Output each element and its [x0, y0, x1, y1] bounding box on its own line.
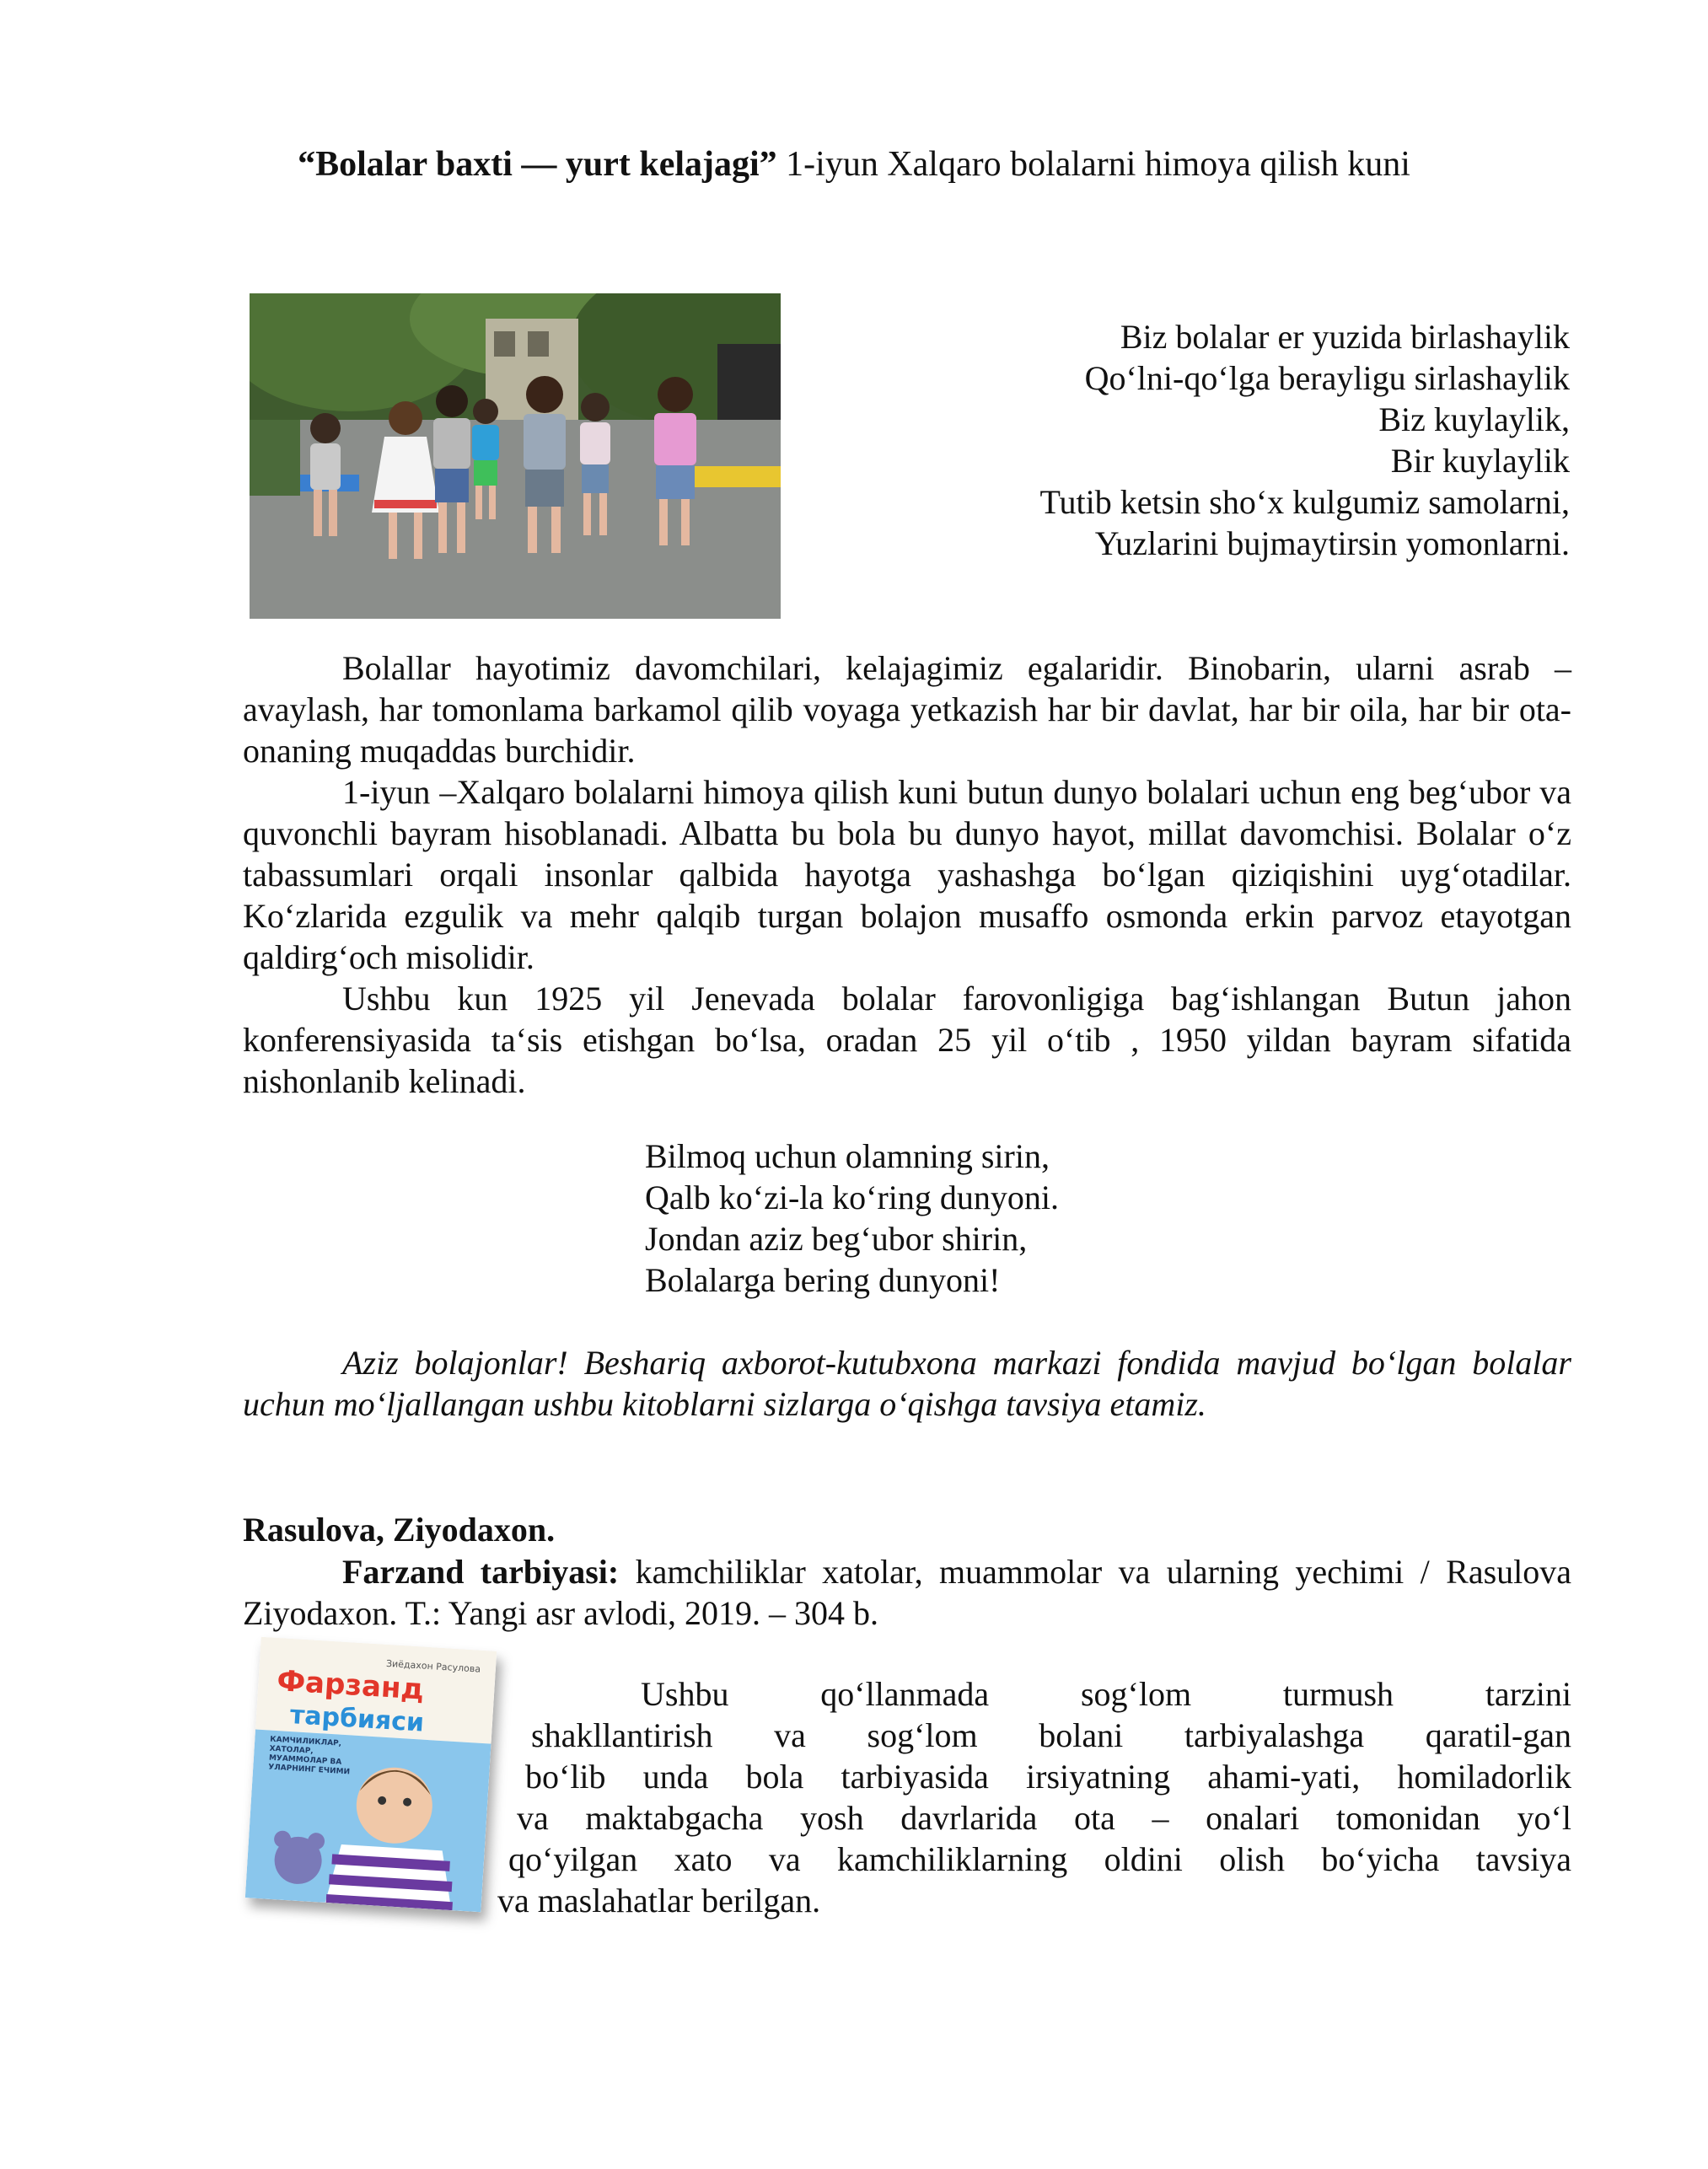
title-bold: “Bolalar baxti — yurt kelajagi”	[298, 145, 777, 184]
poem-stanza-1	[811, 316, 1570, 564]
poem-line: Qalb ko‘zi-la ko‘ring dunyoni.	[645, 1178, 1059, 1216]
poem-line: Biz bolalar er yuzida birlashaylik	[1120, 318, 1570, 356]
paragraph: Bolallar hayotimiz davomchilari, kelajagimiz egalaridir. Binobarin, ularni asrab – avaylash, har tomonlama barkamol qilib voyaga yetkazish har bir davlat, har bir oila, har bir ota-onaning muqaddas burchidir.	[243, 649, 1571, 770]
description-line: va maktabgacha yosh davrlarida ota – onalari tomonidan yo‘l	[517, 1799, 1571, 1837]
poem-line: Biz kuylaylik,	[1378, 400, 1570, 438]
book-description	[493, 1673, 1571, 1921]
body-text	[243, 647, 1571, 1102]
cover-subtitle: КАМЧИЛИКЛАР, ХАТОЛАР, МУАММОЛАР ВА УЛАРНИНГ ЕЧИМИ	[267, 1735, 351, 1777]
poem-line: Yuzlarini bujmaytirsin yomonlarni.	[1094, 524, 1570, 562]
description-line: qo‘yilgan xato va kamchiliklarning oldini olish bo‘yicha tavsiya	[508, 1840, 1571, 1878]
poem-line: Jondan aziz beg‘ubor shirin,	[645, 1220, 1028, 1258]
children-running-photo	[250, 293, 781, 619]
book-bibliography	[243, 1551, 1571, 1634]
description-line: shakllantirish va sog‘lom bolani tarbiyalashga qaratil-gan	[531, 1716, 1571, 1754]
paragraph: 1-iyun –Xalqaro bolalarni himoya qilish kuni butun dunyo bolalari uchun eng beg‘ubor va quvonchli bayram hisoblanadi. Albatta bu bola bu dunyo hayot, millat davomchisi. Bolalar o‘z tabassumlari orqali insonlar qalbida hayotga yashashga bo‘lgan qiziqishini uyg‘otadilar. Ko‘zlarida ezgulik va mehr qalqib turgan bolajon musaffo osmonda erkin parvoz etayotgan qaldirg‘och misolidir.	[243, 773, 1571, 976]
recommendation-note	[243, 1342, 1571, 1425]
poem-line: Bir kuylaylik	[1390, 442, 1570, 480]
poem-stanza-2	[645, 1136, 1059, 1301]
book-author: Rasulova, Ziyodaxon.	[243, 1511, 556, 1549]
poem-line: Tutib ketsin sho‘x kulgumiz samolarni,	[1039, 483, 1570, 521]
description-line: bo‘lib unda bola tarbiyasida irsiyatning ahami-yati, homiladorlik	[525, 1758, 1571, 1796]
paragraph: Aziz bolajonlar! Beshariq axborot-kutubxona markazi fondida mavjud bo‘lgan bolalar uchun mo‘ljallangan ushbu kitoblarni sizlarga o‘qishga tavsiya etamiz.	[243, 1344, 1571, 1423]
title-rest: 1-iyun Xalqaro bolalarni himoya qilish kuni	[776, 145, 1410, 184]
book-cover-image	[245, 1637, 497, 1913]
poem-line: Qo‘lni-qo‘lga berayligu sirlashaylik	[1084, 359, 1570, 397]
book-details: kamchiliklar xatolar, muammolar va ularning yechimi / Rasulova Ziyodaxon. T.: Yangi asr avlodi, 2019. – 304 b.	[243, 1553, 1572, 1632]
description-line: va maslahatlar berilgan.	[497, 1882, 821, 1919]
paragraph: Ushbu kun 1925 yil Jenevada bolalar farovonligiga bag‘ishlangan Butun jahon konferensiyasida ta‘sis etishgan bo‘lsa, oradan 25 yil o‘tib , 1950 yildan bayram sifatida nishonlanib kelinadi.	[243, 980, 1571, 1100]
poem-line: Bilmoq uchun olamning sirin,	[645, 1137, 1050, 1175]
description-line: Ushbu qo‘llanmada sog‘lom turmush tarzini	[641, 1675, 1571, 1713]
cover-title-2: тарбияси	[289, 1700, 426, 1738]
poem-line: Bolalarga bering dunyoni!	[645, 1261, 1001, 1299]
cover-author: Зиёдахон Расулова	[385, 1657, 481, 1675]
cover-title-1: Фарзанд	[276, 1664, 426, 1707]
book-title: Farzand tarbiyasi:	[342, 1553, 620, 1591]
page-title	[0, 143, 1708, 185]
